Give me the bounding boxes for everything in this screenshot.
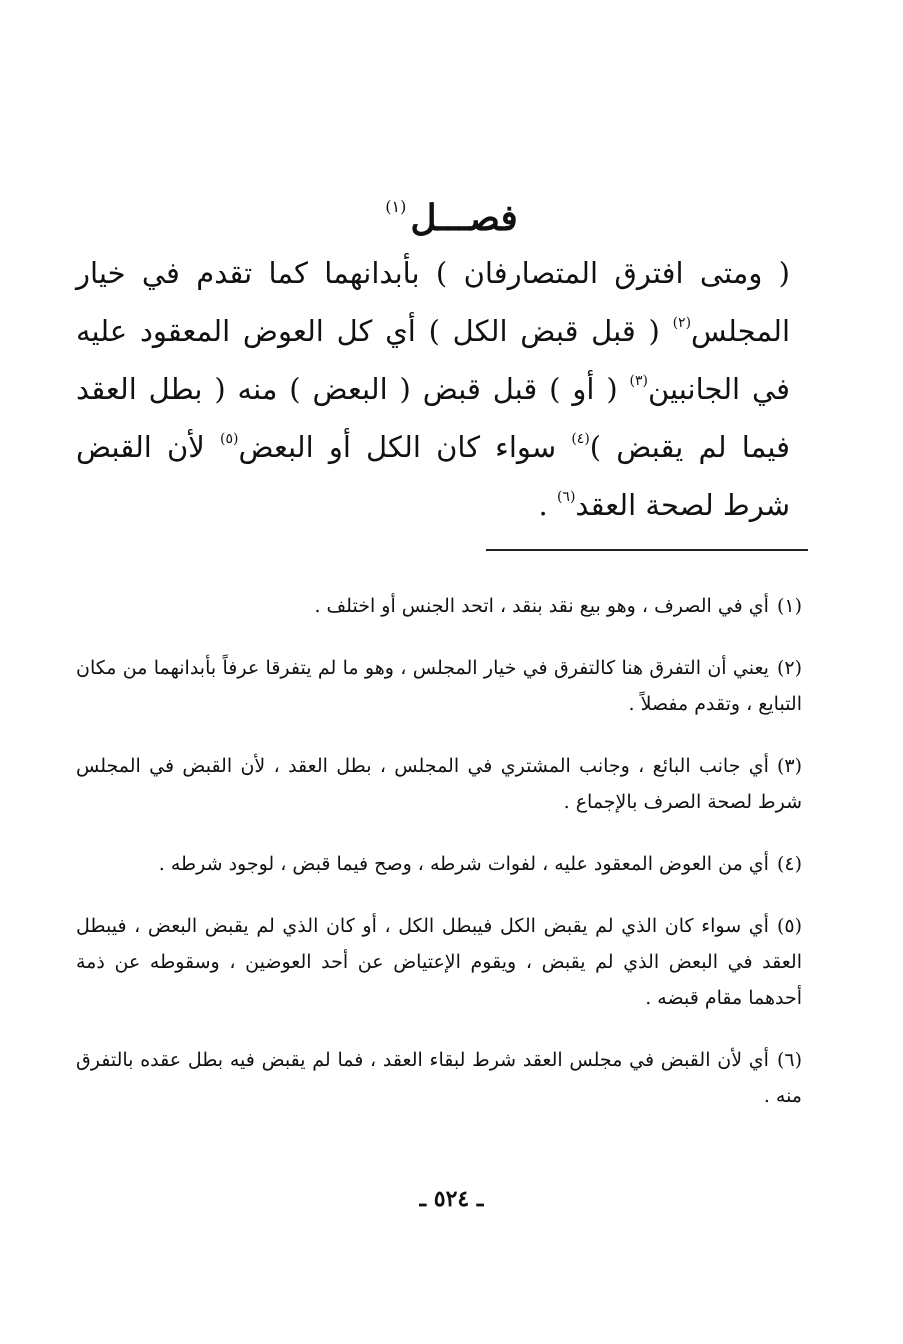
footnote-ref-5: (٥) xyxy=(220,431,239,447)
footnotes-list xyxy=(76,588,802,1140)
section-heading xyxy=(0,182,903,243)
footnote-1 xyxy=(76,588,802,624)
footnote-number: (٣) xyxy=(776,755,802,777)
main-text-part-4: سواء كان الكل أو البعض xyxy=(238,430,572,464)
main-text-part-2: ( قبل قبض الكل ) أي كل العوض المعقود عليه في الجانبين xyxy=(76,314,790,406)
footnote-text: أي سواء كان الذي لم يقبض الكل فيبطل الكل ، أو كان الذي لم يقبض البعض ، فيبطل العقد في البعض الذي لم يقبض ، ويقوم الإعتياض عن أحد العوضين ، وسقوطه عن ذمة أحدهما مقام قبضه . xyxy=(76,915,802,1009)
footnote-ref-6: (٦) xyxy=(556,489,576,505)
footnote-3 xyxy=(76,748,802,820)
footnote-number: (١) xyxy=(776,595,802,617)
footnote-number: (٦) xyxy=(776,1049,802,1071)
main-text-part-3: ( أو ) قبل قبض ( البعض ) منه ( بطل العقد فيما لم يقبض ) xyxy=(76,372,790,464)
footnote-number: (٤) xyxy=(776,853,802,875)
footnote-text: أي في الصرف ، وهو بيع نقد بنقد ، اتحد الجنس أو اختلف . xyxy=(314,595,769,617)
page-number: ـ ٥٢٤ ـ xyxy=(419,1186,484,1212)
footnote-text: أي من العوض المعقود عليه ، لفوات شرطه ، وصح فيما قبض ، لوجود شرطه . xyxy=(158,853,769,875)
footnote-divider xyxy=(486,549,808,551)
footnote-ref-2: (٢) xyxy=(672,315,692,331)
footnote-4 xyxy=(76,846,802,882)
footnote-5 xyxy=(76,908,802,1016)
footnote-2 xyxy=(76,650,802,722)
footnote-ref-3: (٣) xyxy=(629,373,648,389)
footnote-text: يعني أن التفرق هنا كالتفرق في خيار المجلس ، وهو ما لم يتفرقا عرفاً بأبدانهما من مكان التبايع ، وتقدم مفصلاً . xyxy=(76,657,802,715)
footnote-number: (٢) xyxy=(776,657,802,679)
footnote-text: أي لأن القبض في مجلس العقد شرط لبقاء العقد ، فما لم يقبض فيه بطل عقده بالتفرق منه . xyxy=(76,1049,802,1107)
main-text xyxy=(76,244,790,534)
footnote-number: (٥) xyxy=(776,915,802,937)
footnote-text: أي جانب البائع ، وجانب المشتري في المجلس ، بطل العقد ، لأن القبض في المجلس شرط لصحة الصرف بالإجماع . xyxy=(76,755,802,813)
heading-footnote-ref: (١) xyxy=(385,197,407,216)
footnote-6 xyxy=(76,1042,802,1114)
main-text-part-6: . xyxy=(538,488,557,522)
main-text-part-1: ( ومتى افترق المتصارفان ) بأبدانهما كما تقدم في خيار المجلس xyxy=(76,256,790,348)
main-text-part-5: لأن القبض شرط لصحة العقد xyxy=(76,430,790,522)
footnote-ref-4: (٤) xyxy=(571,431,590,447)
section-title: فصـــل xyxy=(410,197,518,239)
